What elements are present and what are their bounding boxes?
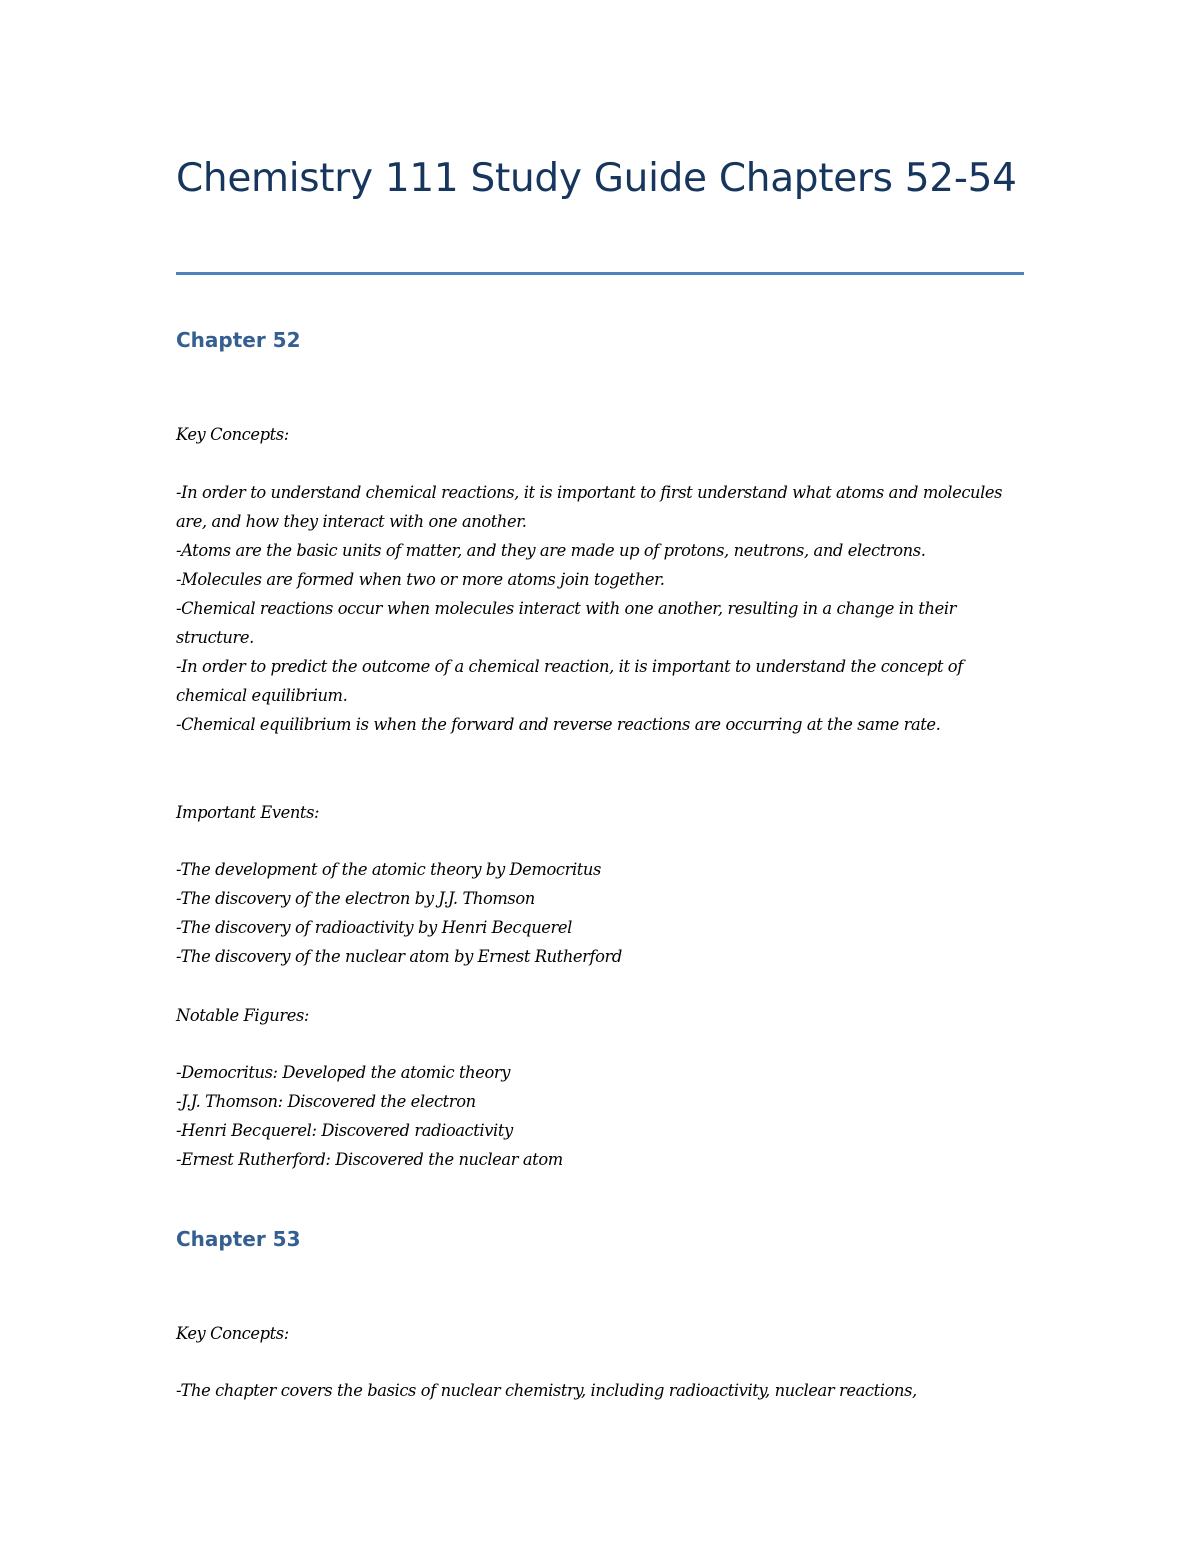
list-item: -Atoms are the basic units of matter, and they are made up of protons, neutrons, and electrons. (176, 541, 926, 560)
chapter-52-events-label (176, 798, 1026, 827)
list-item: -The discovery of the electron by J.J. Thomson (176, 889, 535, 908)
chapter-53-key-concepts-label (176, 1319, 1026, 1348)
list-item: -Democritus: Developed the atomic theory (176, 1063, 511, 1082)
chapter-52-events-list (176, 855, 1026, 971)
section-label: Notable Figures: (176, 1006, 310, 1025)
chapter-52-figures-label (176, 1001, 1026, 1030)
list-item: -Chemical equilibrium is when the forward and reverse reactions are occurring at the same rate. (176, 715, 941, 734)
chapter-53-key-concepts-list (176, 1376, 1026, 1405)
list-item: -J.J. Thomson: Discovered the electron (176, 1092, 476, 1111)
list-item: -Ernest Rutherford: Discovered the nuclear atom (176, 1150, 563, 1169)
chapter-53-heading: Chapter 53 (176, 1227, 301, 1251)
chapter-52-heading: Chapter 52 (176, 328, 301, 352)
chapter-52-figures-list (176, 1058, 1026, 1174)
chapter-52-key-concepts-label (176, 420, 1026, 449)
section-label: Important Events: (176, 803, 320, 822)
list-item: -Chemical reactions occur when molecules interact with one another, resulting in a change in their structure. (176, 599, 957, 647)
section-label: Key Concepts: (176, 425, 289, 444)
list-item: -The development of the atomic theory by Democritus (176, 860, 601, 879)
chapter-52-key-concepts-list (176, 478, 1026, 739)
list-item: -Molecules are formed when two or more atoms join together. (176, 570, 665, 589)
list-item: -The discovery of radioactivity by Henri Becquerel (176, 918, 572, 937)
title-underline (176, 272, 1024, 275)
list-item: -The discovery of the nuclear atom by Ernest Rutherford (176, 947, 622, 966)
list-item: -In order to predict the outcome of a chemical reaction, it is important to understand the concept of chemical equilibrium. (176, 657, 963, 705)
list-item: -The chapter covers the basics of nuclear chemistry, including radioactivity, nuclear reactions, (176, 1381, 917, 1400)
section-label: Key Concepts: (176, 1324, 289, 1343)
document-title: Chemistry 111 Study Guide Chapters 52-54 (176, 156, 1017, 201)
list-item: -In order to understand chemical reactions, it is important to first understand what atoms and molecules are, and how they interact with one another. (176, 483, 1003, 531)
list-item: -Henri Becquerel: Discovered radioactivity (176, 1121, 513, 1140)
